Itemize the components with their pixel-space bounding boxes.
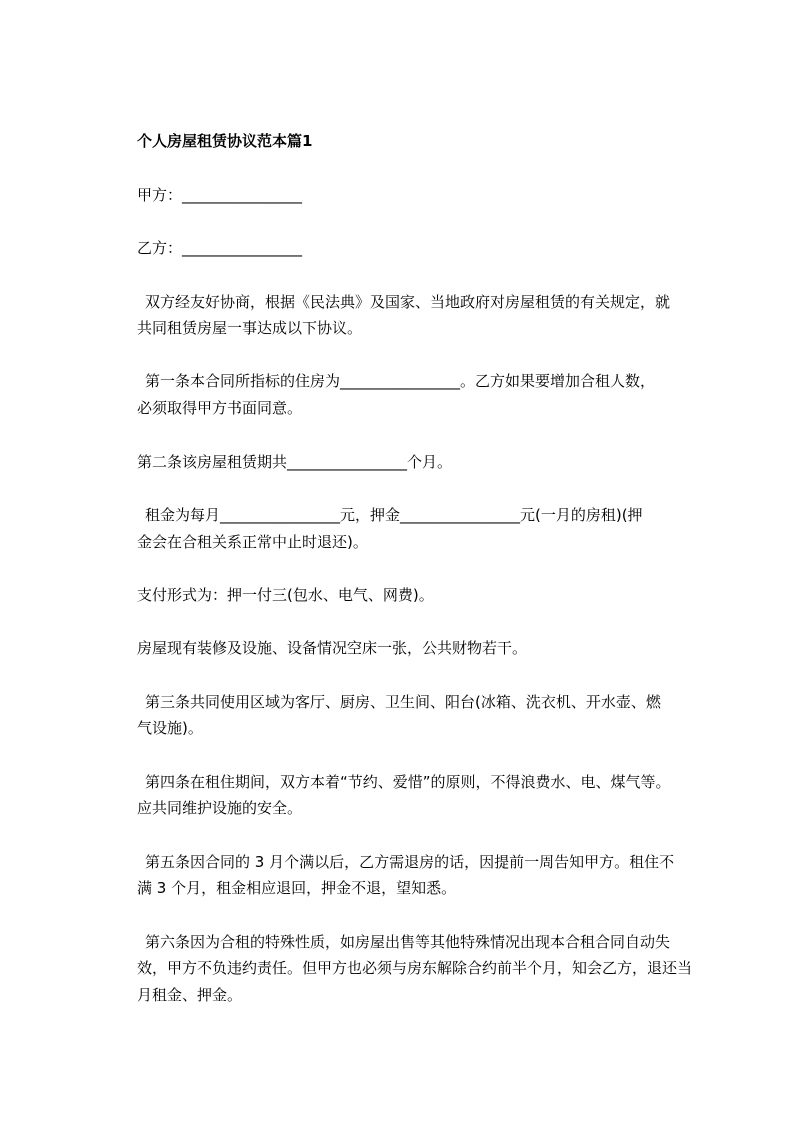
article5-line-1: 第五条因合同的 3 月个满以后，乙方需退房的话，因提前一周告知甲方。租住不	[145, 853, 675, 871]
intro-line-2: 共同租赁房屋一事达成以下协议。	[137, 319, 363, 337]
article2-line: 第二条该房屋租赁期共________________个月。	[137, 453, 453, 471]
facilities-line: 房屋现有装修及设施、设备情况空床一张，公共财物若干。	[137, 639, 528, 657]
party-a-line: 甲方：________________	[137, 186, 303, 204]
article6-line-2: 效，甲方不负违约责任。但甲方也必须与房东解除合约前半个月，知会乙方，退还当	[137, 959, 693, 977]
intro-line-1: 双方经友好协商，根据《民法典》及国家、当地政府对房屋租赁的有关规定，就	[145, 293, 671, 311]
document-title: 个人房屋租赁协议范本篇1	[137, 132, 313, 150]
article6-line-1: 第六条因为合租的特殊性质，如房屋出售等其他特殊情况出现本合租合同自动失	[145, 933, 671, 951]
rent-line-2: 金会在合租关系正常中止时退还)。	[137, 533, 368, 551]
rent-line-1: 租金为每月________________元，押金________________元(一月的房租)(押	[145, 506, 643, 524]
payment-line: 支付形式为：押一付三(包水、电气、网费)。	[137, 586, 434, 604]
article4-line-1: 第四条在租住期间，双方本着“节约、爱惜”的原则，不得浪费水、电、煤气等。	[145, 773, 671, 791]
article5-line-2: 满 3 个月，租金相应退回，押金不退，望知悉。	[137, 879, 457, 897]
party-b-line: 乙方：________________	[137, 239, 303, 257]
article6-line-3: 月租金、押金。	[137, 986, 243, 1004]
article1-line-2: 必须取得甲方书面同意。	[137, 399, 303, 417]
article4-line-2: 应共同维护设施的安全。	[137, 799, 303, 817]
article3-line-2: 气设施)。	[137, 719, 203, 737]
article1-line-1: 第一条本合同所指标的住房为________________。乙方如果要增加合租人数，	[145, 372, 656, 390]
article3-line-1: 第三条共同使用区域为客厅、厨房、卫生间、阳台(冰箱、洗衣机、开水壶、燃	[145, 693, 661, 711]
